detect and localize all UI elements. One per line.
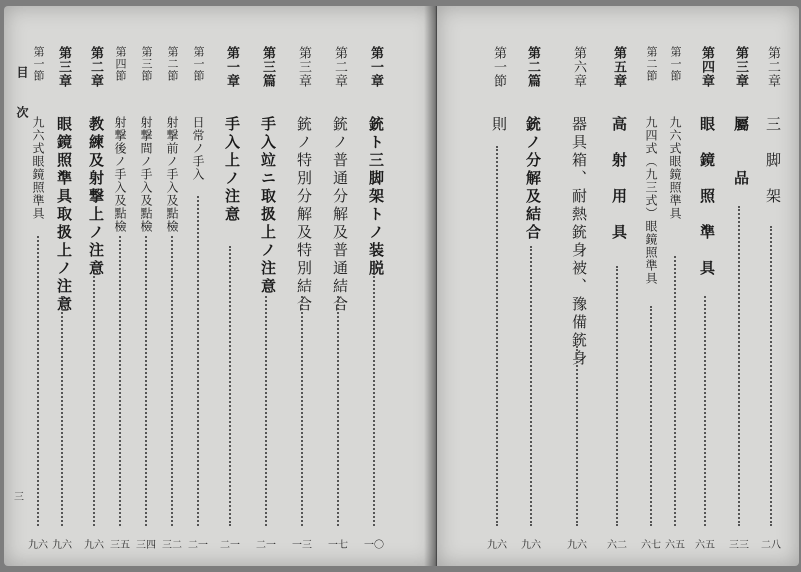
left-page: 目次 三 第一章 銃ト三脚架トノ装脱 一〇 第二章 銃ノ普通分解及普通結合 一七 第三章 銃ノ特別分解及特別結合 一三 第三篇 手入竝ニ取扱上ノ注意 二一 第一章 手入上ノ注意 二一 第一節 日常ノ手入 二一 第二節 射撃前ノ手入及點檢 三二 第三節 射撃間ノ手入及點檢 三四 第四節 射撃後ノ手入及點檢 三五 第二章 教練及射撃上ノ注意 九六 第三章 眼鏡照準具取扱上ノ注意 九六 第一節 九六式眼鏡照準具 九六 xyxy=(4,6,436,566)
contents-header: 目次 xyxy=(15,66,29,146)
right-page: 第一節 則 九六 第二篇 銃ノ分解及結合 九六 第六章 器具箱、耐熱銃身被、豫備銃身 九六 第五章 高 射 用 具 六二 第二節 九四式（九三式）眼鏡照準具 六七 第一節 九六式眼鏡照準具 六五 第四章 眼 鏡 照 準 具 六五 第三章 屬 品 三三 第二章 三 脚 架 二八 xyxy=(437,6,799,566)
page-folio: 三 xyxy=(14,492,24,503)
